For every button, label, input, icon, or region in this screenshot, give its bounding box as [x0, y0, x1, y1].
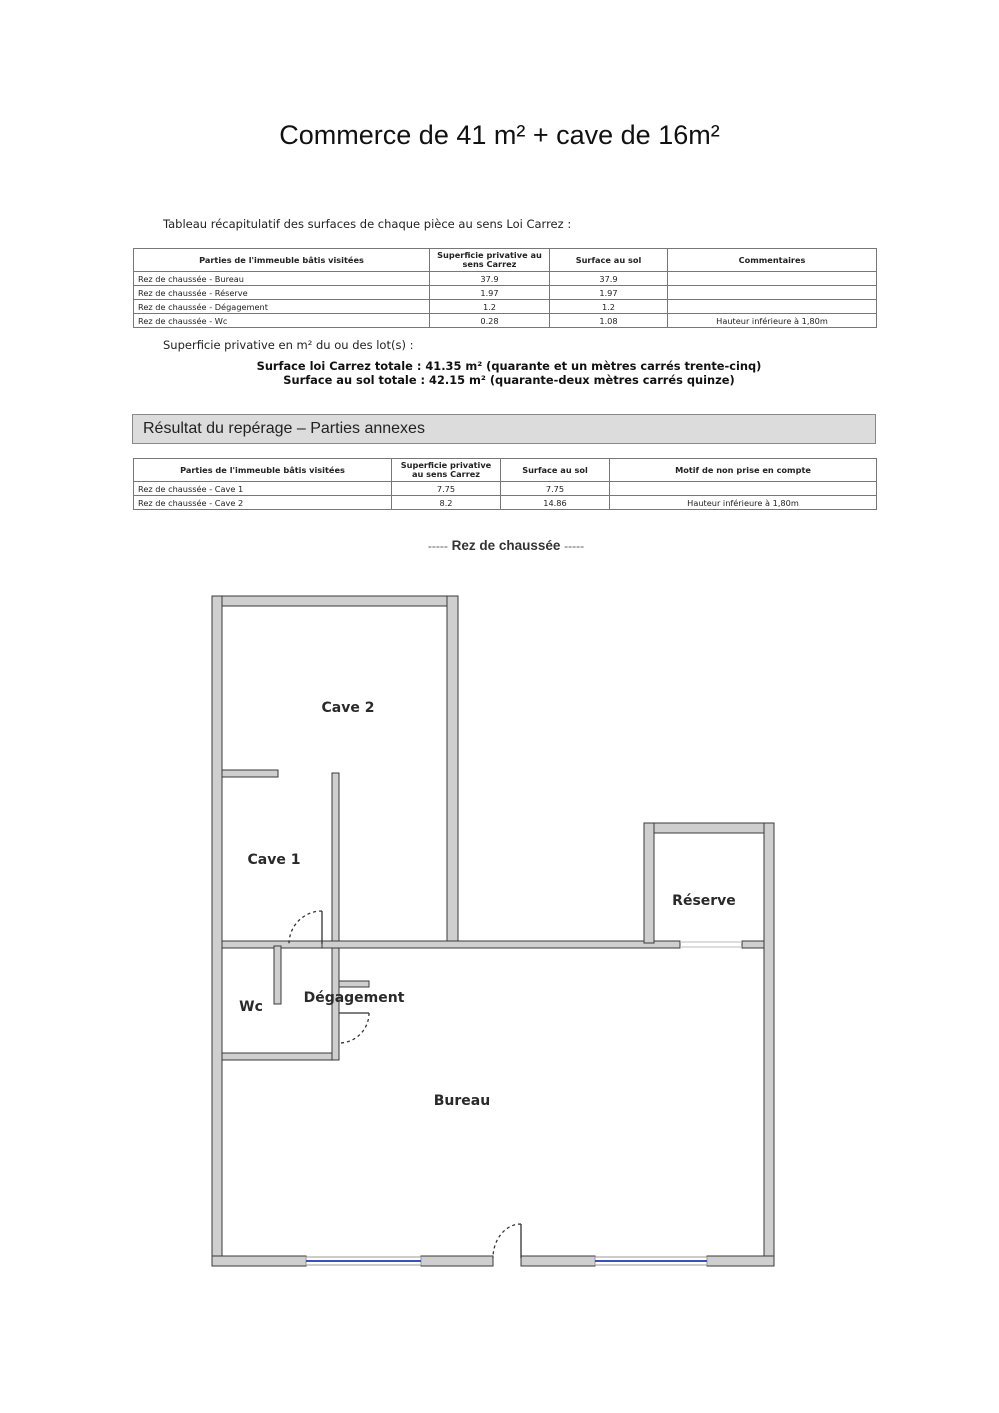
- room-label-bureau: Bureau: [433, 1093, 491, 1109]
- room-label-cave2: Cave 2: [321, 700, 375, 716]
- wall: [222, 770, 278, 777]
- wall: [742, 941, 764, 948]
- walls: [212, 596, 774, 1266]
- table-cell: Rez de chaussée - Dégagement: [134, 300, 430, 314]
- section-heading: Résultat du repérage – Parties annexes: [132, 414, 876, 444]
- room-label-degagement: Dégagement: [303, 990, 405, 1006]
- title-dash-left: -----: [427, 539, 448, 553]
- wall: [332, 773, 339, 941]
- wall: [644, 823, 773, 833]
- column-header: Surface au sol: [501, 459, 610, 482]
- plan-title-text: Rez de chaussée: [451, 538, 561, 553]
- door-swing: [289, 911, 322, 944]
- column-header: Superficie privative au sens Carrez: [430, 249, 550, 272]
- room-label-reserve: Réserve: [672, 893, 736, 909]
- table-cell: Rez de chaussée - Bureau: [134, 272, 430, 286]
- wall: [222, 1053, 339, 1060]
- column-header: Commentaires: [668, 249, 877, 272]
- table-cell: 1.2: [550, 300, 668, 314]
- table-cell: 0.28: [430, 314, 550, 328]
- door-swing: [493, 1224, 521, 1258]
- table-cell: Hauteur inférieure à 1,80m: [610, 496, 877, 510]
- wall: [212, 1256, 306, 1266]
- wall: [447, 596, 458, 942]
- doors: [289, 911, 521, 1258]
- wall: [764, 823, 774, 1266]
- private-area-label: Superficie privative en m² du ou des lot(s) :: [163, 338, 414, 352]
- wall: [274, 946, 281, 1004]
- room-label-wc: Wc: [239, 999, 263, 1015]
- wall: [322, 941, 680, 948]
- title-dash-right: -----: [564, 539, 585, 553]
- table-cell: Hauteur inférieure à 1,80m: [668, 314, 877, 328]
- wall: [212, 596, 458, 606]
- table-cell: Rez de chaussée - Cave 1: [134, 482, 392, 496]
- table-cell: 1.2: [430, 300, 550, 314]
- column-header: Superficie privative au sens Carrez: [392, 459, 501, 482]
- column-header: Parties de l'immeuble bâtis visitées: [134, 459, 392, 482]
- room-label-cave1: Cave 1: [247, 852, 301, 868]
- door-swing: [339, 1013, 369, 1043]
- total-floor: Surface au sol totale : 42.15 m² (quarante-deux mètres carrés quinze): [283, 373, 735, 387]
- table-cell: Rez de chaussée - Réserve: [134, 286, 430, 300]
- document-title: Commerce de 41 m² + cave de 16m²: [279, 120, 720, 150]
- table-cell: 37.9: [550, 272, 668, 286]
- table-cell: 1.08: [550, 314, 668, 328]
- wall: [421, 1256, 493, 1266]
- wall: [339, 981, 369, 987]
- total-carrez: Surface loi Carrez totale : 41.35 m² (quarante et un mètres carrés trente-cinq): [256, 359, 762, 373]
- table-cell: 14.86: [501, 496, 610, 510]
- column-header: Parties de l'immeuble bâtis visitées: [134, 249, 430, 272]
- wall: [644, 823, 654, 943]
- table-cell: 1.97: [550, 286, 668, 300]
- table-cell: 1.97: [430, 286, 550, 300]
- intro-text: Tableau récapitulatif des surfaces de chaque pièce au sens Loi Carrez :: [163, 217, 572, 231]
- table-cell: Rez de chaussée - Cave 2: [134, 496, 392, 510]
- table-cell: 8.2: [392, 496, 501, 510]
- table-cell: 37.9: [430, 272, 550, 286]
- column-header: Motif de non prise en compte: [610, 459, 877, 482]
- wall: [521, 1256, 595, 1266]
- column-header: Surface au sol: [550, 249, 668, 272]
- table-cell: 7.75: [392, 482, 501, 496]
- table-cell: 7.75: [501, 482, 610, 496]
- wall: [212, 596, 222, 1266]
- table-cell: Rez de chaussée - Wc: [134, 314, 430, 328]
- wall: [222, 941, 322, 948]
- wall: [707, 1256, 774, 1266]
